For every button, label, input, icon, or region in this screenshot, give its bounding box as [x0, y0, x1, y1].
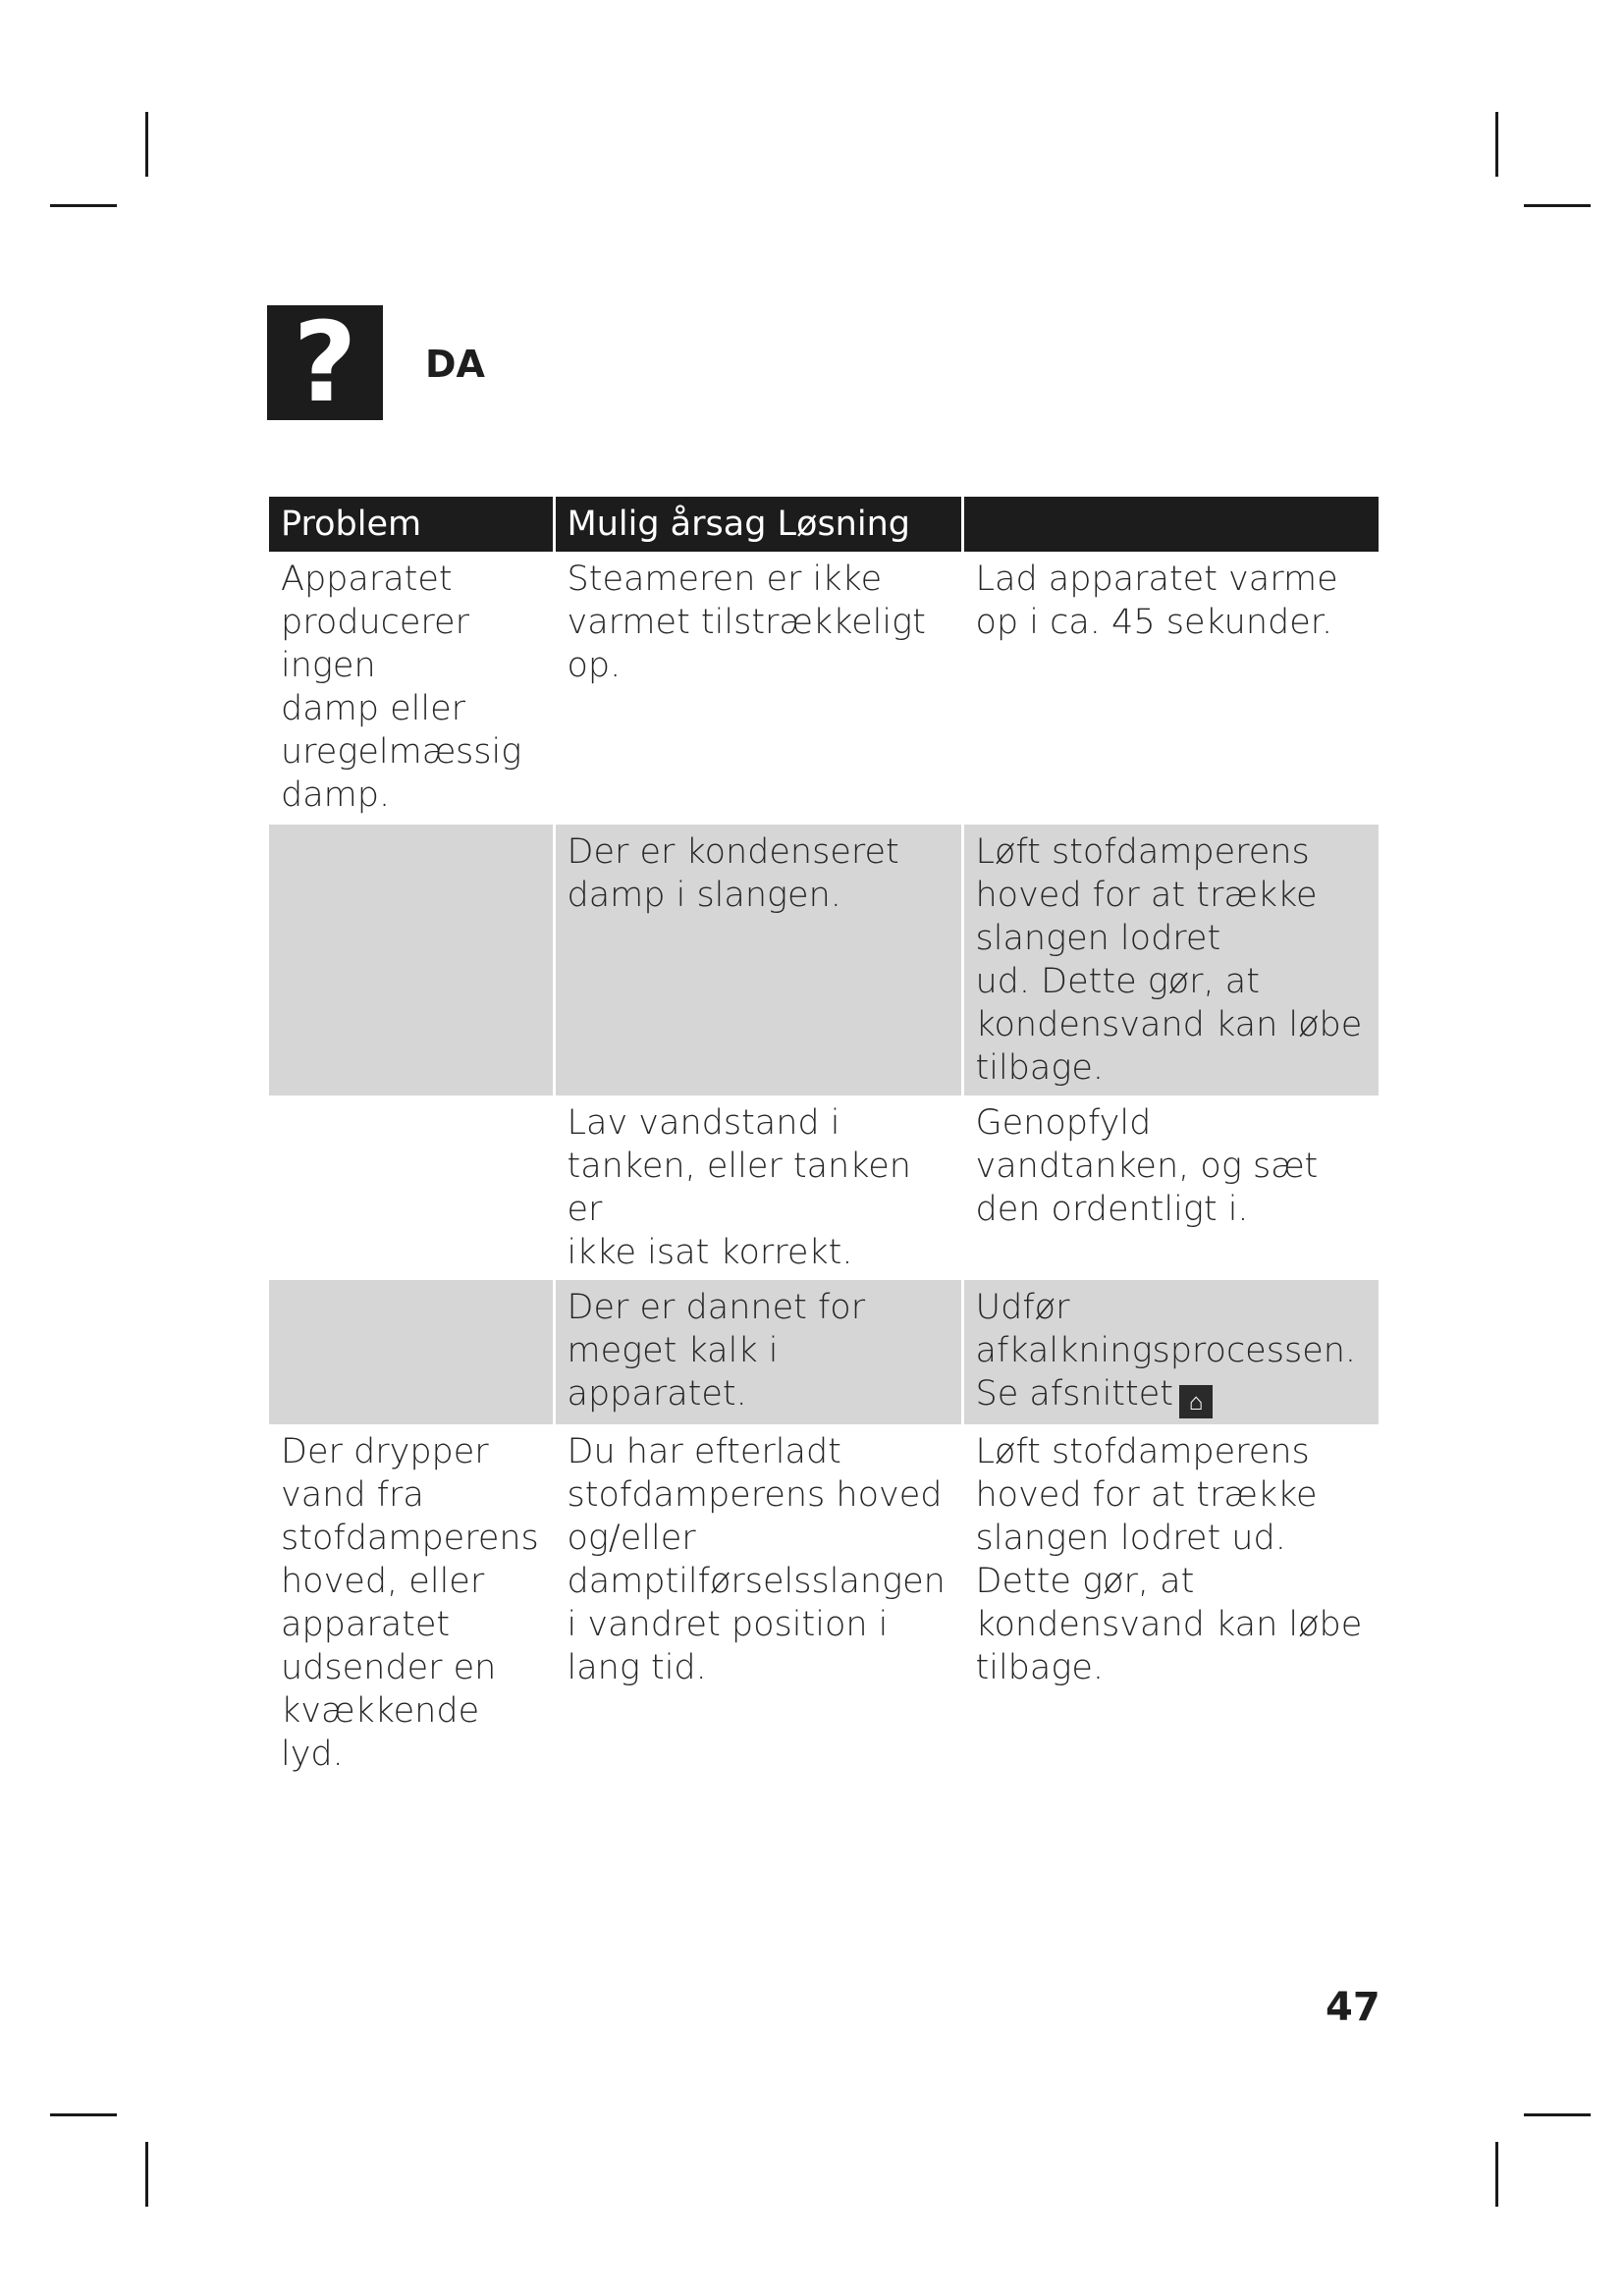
text-line: ingen [281, 646, 376, 685]
cause-cell [554, 825, 962, 1095]
text-line: kondensvand kan løbe [975, 1005, 1363, 1044]
text-line: Dette gør, at [975, 1562, 1195, 1601]
text-line: Steameren er ikke [567, 560, 883, 599]
cause-cell [554, 1095, 962, 1280]
text-line: damp i slangen. [567, 876, 841, 915]
text-line: Genopfyld [975, 1103, 1152, 1143]
text-line: Løft stofdamperens [975, 832, 1310, 872]
text-line: slangen lodret ud. [975, 1519, 1286, 1558]
text-line: hoved for at trække [975, 1475, 1318, 1515]
text-line: apparatet. [567, 1374, 747, 1414]
table-row [269, 825, 1379, 1095]
text-line: apparatet [281, 1605, 451, 1644]
problem-cell [269, 1280, 554, 1424]
table-header-row [269, 497, 1379, 552]
text-line: slangen lodret [975, 919, 1221, 958]
text-line: tilbage. [975, 1648, 1104, 1687]
text-line: Lav vandstand i [567, 1103, 840, 1143]
page-number: 47 [1326, 1985, 1380, 2030]
text-line: Lad apparatet varme [975, 560, 1338, 599]
text-line: kondensvand kan løbe [975, 1605, 1363, 1644]
solution-cell [962, 552, 1379, 825]
problem-cell [269, 1095, 554, 1280]
header-cause-solution: Mulig årsag Løsning [554, 497, 962, 552]
text-line: Løft stofdamperens [975, 1432, 1310, 1471]
header-empty [962, 497, 1379, 552]
text-line: den ordentligt i. [975, 1190, 1249, 1229]
solution-cell [962, 1424, 1379, 1782]
question-mark-icon [267, 298, 383, 427]
text-line: hoved for at trække [975, 876, 1318, 915]
text-line: kvækkende lyd. [281, 1691, 480, 1774]
descaling-icon: ⌂ [1179, 1385, 1213, 1418]
text-line: Der er dannet for [567, 1288, 866, 1327]
text-line: varmet tilstrækkeligt op. [567, 603, 926, 685]
text-line: Apparatet [281, 560, 453, 599]
solution-cell [962, 1280, 1379, 1424]
troubleshooting-table [269, 497, 1379, 1782]
crop-mark-top-left-horizontal [50, 204, 117, 207]
text-line: og/eller [567, 1519, 696, 1558]
text-fragment: Se afsnittet [975, 1374, 1173, 1414]
text-line: ikke isat korrekt. [567, 1233, 853, 1272]
solution-cell [962, 825, 1379, 1095]
text-line: producerer [281, 603, 469, 642]
crop-mark-bottom-right-vertical [1495, 2142, 1498, 2207]
text-line: stofdamperens hoved [567, 1475, 943, 1515]
cause-cell [554, 1280, 962, 1424]
text-line: vandtanken, og sæt [975, 1147, 1319, 1186]
crop-mark-bottom-left-vertical [145, 2142, 148, 2207]
text-line: Udfør [975, 1288, 1070, 1327]
table-row [269, 1280, 1379, 1424]
text-line: damptilførselsslangen [567, 1562, 946, 1601]
text-line: uregelmæssig [281, 732, 522, 772]
text-line: ud. Dette gør, at [975, 962, 1260, 1001]
text-line: damp. [281, 775, 391, 815]
crop-mark-top-right-horizontal [1524, 204, 1591, 207]
text-line: meget kalk i [567, 1331, 779, 1370]
text-line: afkalkningsprocessen. [975, 1331, 1357, 1370]
problem-cell [269, 825, 554, 1095]
text-line: damp eller [281, 689, 466, 728]
text-line: Du har efterladt [567, 1432, 841, 1471]
text-line: Der drypper [281, 1432, 489, 1471]
crop-mark-top-left-vertical [145, 112, 148, 177]
text-line: stofdamperens [281, 1519, 539, 1558]
text-line [976, 1372, 1370, 1418]
text-line: tanken, eller tanken er [567, 1147, 911, 1229]
solution-cell [962, 1095, 1379, 1280]
table-row [269, 1095, 1379, 1280]
crop-mark-top-right-vertical [1495, 112, 1498, 177]
crop-mark-bottom-left-horizontal [50, 2113, 117, 2116]
text-line: vand fra [281, 1475, 424, 1515]
problem-cell [269, 1424, 554, 1782]
crop-mark-bottom-right-horizontal [1524, 2113, 1591, 2116]
question-mark-glyph: ? [293, 298, 357, 427]
problem-cell [269, 552, 554, 825]
text-line: op i ca. 45 sekunder. [975, 603, 1333, 642]
cause-cell [554, 1424, 962, 1782]
text-line: tilbage. [975, 1048, 1104, 1088]
text-line: Der er kondenseret [567, 832, 899, 872]
text-line: lang tid. [567, 1648, 707, 1687]
table-row [269, 552, 1379, 825]
language-code: DA [425, 343, 485, 386]
header-problem: Problem [269, 497, 554, 552]
table-row [269, 1424, 1379, 1782]
text-line: udsender en [281, 1648, 497, 1687]
text-line: hoved, eller [281, 1562, 485, 1601]
cause-cell [554, 552, 962, 825]
text-line: i vandret position i [567, 1605, 889, 1644]
